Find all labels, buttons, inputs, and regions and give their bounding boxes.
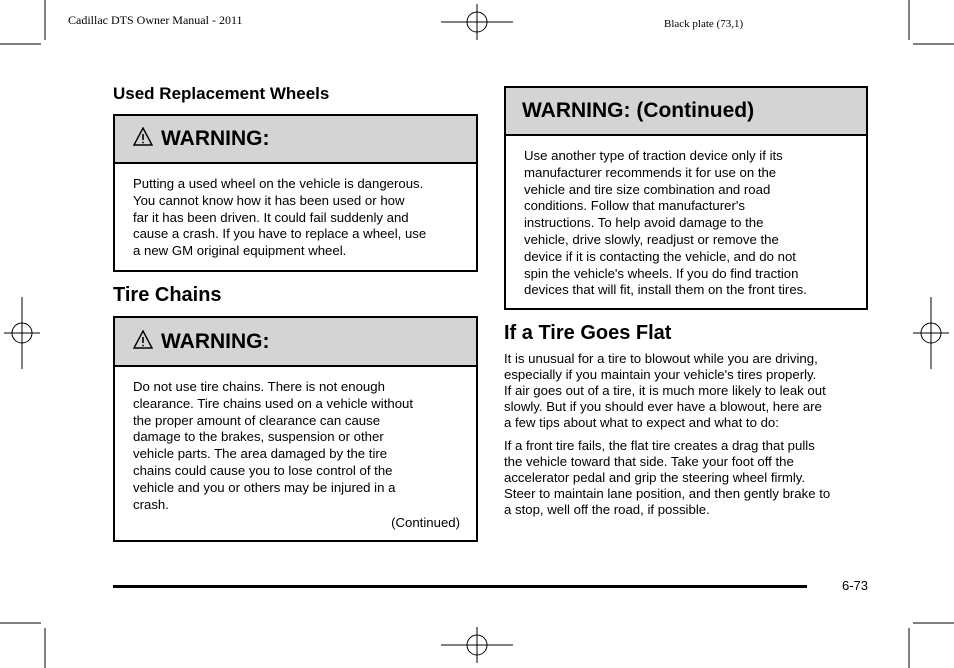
text-line: devices that will fit, install them on the front tires. [524,282,807,298]
warning-header [115,318,476,367]
paragraph-front-tire [504,438,874,518]
text-line: You cannot know how it has been used or how [133,192,405,208]
text-line: the vehicle toward that side. Take your foot off the [504,453,794,469]
warning-body [115,367,476,532]
text-line: It is unusual for a tire to blowout while you are driving, [504,351,818,366]
text-line: manufacturer recommends it for use on the [524,164,777,180]
text-line: clearance. Tire chains used on a vehicle without [133,395,414,411]
section-title-used-wheels: Used Replacement Wheels [113,84,330,103]
text-line: If air goes out of a tire, it is much more likely to leak out [504,382,826,398]
warning-title: WARNING: [161,127,270,150]
text-line: vehicle and you or others may be injured in a [133,479,396,495]
text-line: Steer to maintain lane position, and then gently brake to [504,485,831,501]
warning-box-tire-chains [113,316,478,542]
text-line: Use another type of traction device only if its [524,148,783,163]
text-line: especially if you maintain your vehicle's tires properly. [504,366,817,382]
text-line: Putting a used wheel on the vehicle is dangerous. [133,176,424,191]
warning-body [506,136,866,299]
text-line: conditions. Follow that manufacturer's [524,198,745,214]
text-line: far it has been driven. It could fail suddenly and [133,209,409,225]
footer-rule [113,585,807,588]
text-line: Do not use tire chains. There is not enough [133,379,385,394]
text-line: vehicle, drive slowly, readjust or remove the [524,231,779,247]
text-line: slowly. But if you should ever have a blowout, here are [504,398,822,414]
text-line: chains could cause you to lose control of the [133,462,393,478]
continued-label: (Continued) [391,515,460,531]
text-line: vehicle and tire size combination and road [524,181,771,197]
warning-header [506,88,866,136]
warning-box-used-wheel [113,114,478,272]
warning-triangle-icon [133,330,153,354]
warning-box-continued [504,86,868,310]
plate-label: Black plate (73,1) [664,18,744,30]
text-line: a new GM original equipment wheel. [133,243,347,259]
warning-triangle-icon [133,127,153,151]
manual-title: Cadillac DTS Owner Manual - 2011 [68,13,243,27]
page-number: 6-73 [842,578,869,593]
warning-title: WARNING: (Continued) [522,99,755,122]
warning-header [115,116,476,164]
section-title-tire-chains: Tire Chains [113,284,222,306]
text-line: crash. [133,496,169,512]
text-line: spin the vehicle's wheels. If you do find traction [524,265,799,281]
text-line: accelerator pedal and grip the steering wheel firmly. [504,469,806,485]
warning-title: WARNING: [161,329,270,353]
section-title-tire-flat: If a Tire Goes Flat [504,322,672,344]
text-line: instructions. To help avoid damage to the [524,215,764,231]
text-line: If a front tire fails, the flat tire creates a drag that pulls [504,438,815,453]
text-line: the proper amount of clearance can cause [133,412,381,428]
text-line: a few tips about what to expect and what to do: [504,414,779,430]
text-line: cause a crash. If you have to replace a wheel, use [133,226,427,242]
warning-body [115,164,476,260]
paragraph-intro [504,351,874,431]
text-line: a stop, well off the road, if possible. [504,501,710,517]
text-line: vehicle parts. The area damaged by the tire [133,446,388,462]
text-line: damage to the brakes, suspension or other [133,429,384,445]
text-line: device if it is contacting the vehicle, and do not [524,248,796,264]
